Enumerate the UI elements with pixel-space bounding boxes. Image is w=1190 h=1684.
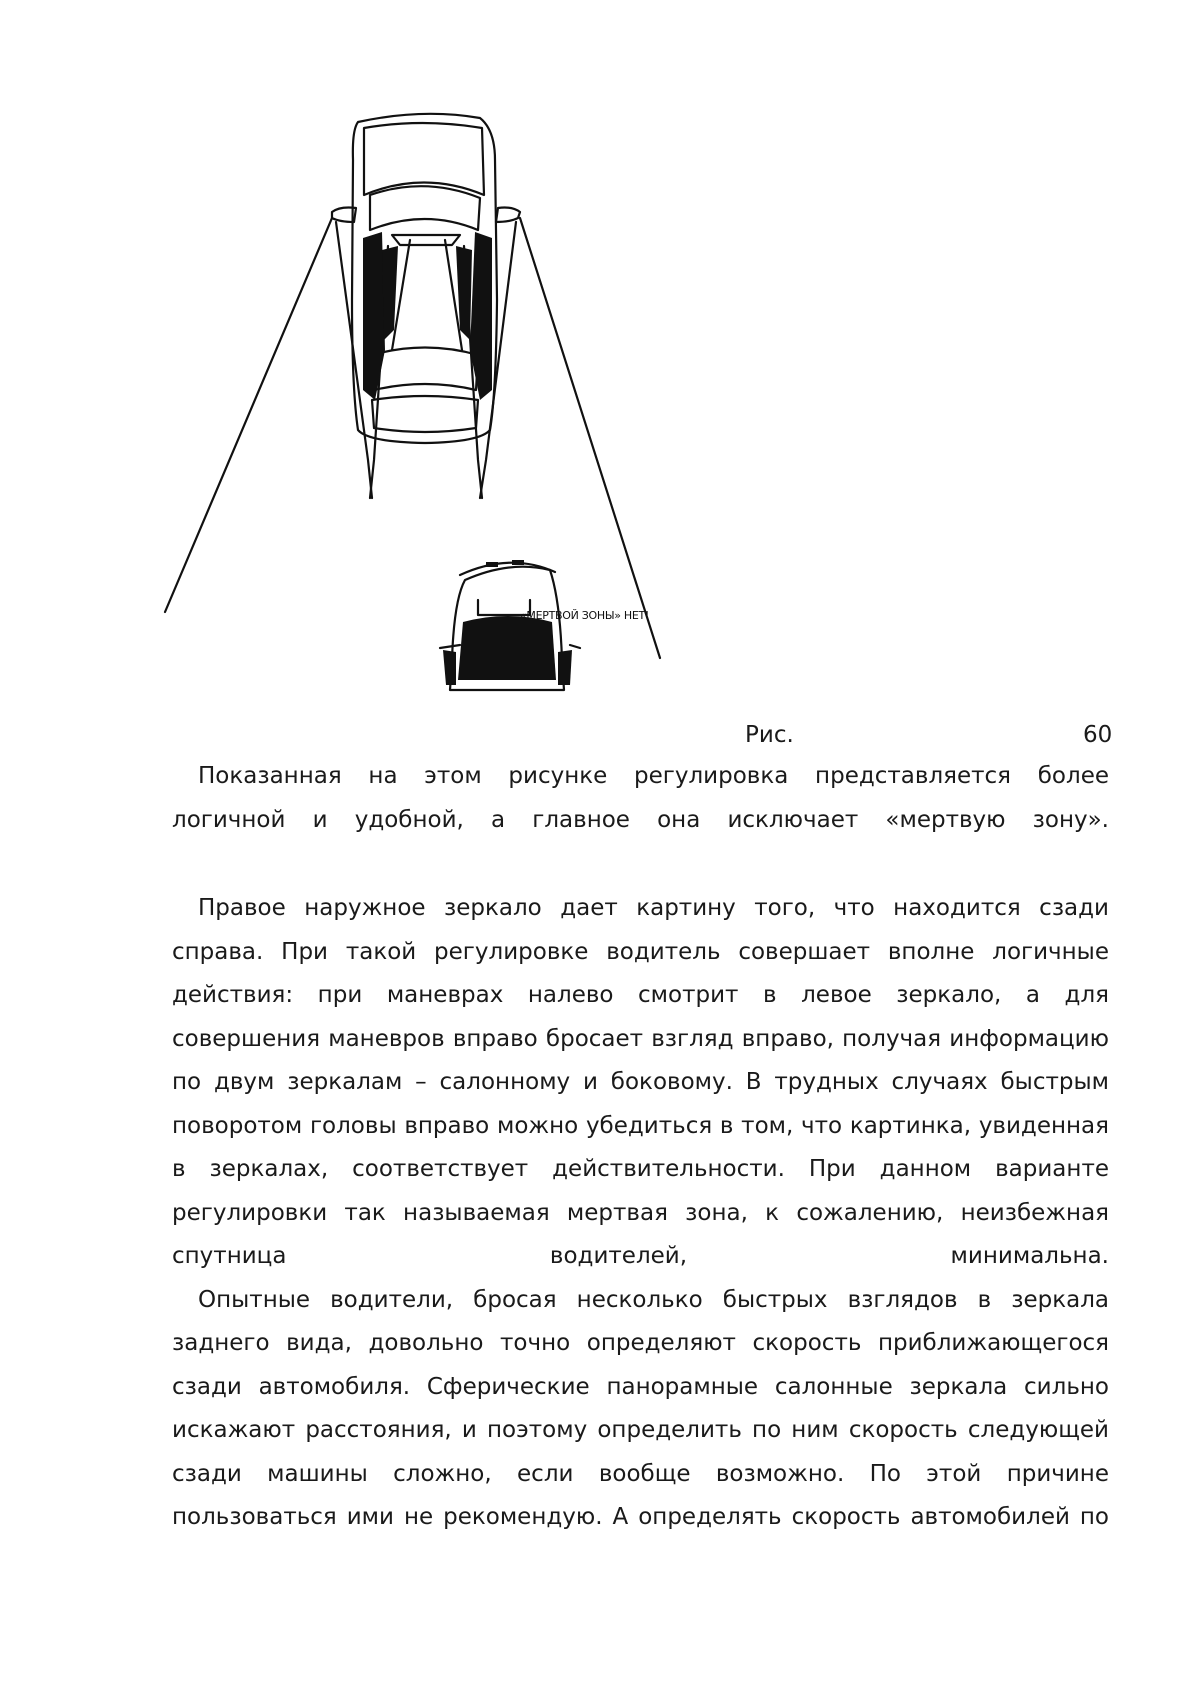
figure-caption-prefix: Рис.	[745, 722, 794, 748]
car-mirror-illustration	[160, 100, 720, 750]
paragraph: Правое наружное зеркало дает картину того, что находится сзади справа. При такой регулировке водитель совершает вполне логичные действия: при маневрах налево смотрит в левое зеркало, а для совершения маневров вправо бросает взгляд вправо, получая информацию по двум зеркалам – салонному и боковому. В трудных случаях быстрым поворотом головы вправо можно убедиться в том, что картинка, увиденная в зеркалах, соответствует действительности. При данном варианте регулировки так называемая мертвая зона, к сожалению, неизбежная спутница водителей, минимальна.	[172, 895, 1109, 1269]
body-text-block-2	[172, 887, 1109, 1540]
figure-label-no-blind-spot: «МЕРТВОЙ ЗОНЫ» НЕТ!	[520, 609, 650, 622]
paragraph: Опытные водители, бросая несколько быстрых взглядов в зеркала заднего вида, довольно точно определяют скорость приближающегося сзади автомобиля. Сферические панорамные салонные зеркала сильно искажают расстояния, и поэтому определить по ним скорость следующей сзади машины сложно, если вообще возможно. По этой причине пользоваться ими не рекомендую. А определять скорость автомобилей по	[172, 1286, 1109, 1530]
paragraph: Показанная на этом рисунке регулировка представляется более логичной и удобной, а главное она исключает «мертвую зону».	[172, 763, 1109, 833]
figure-blind-spot-diagram	[160, 100, 720, 750]
figure-caption-number: 60	[1083, 722, 1113, 748]
body-text-block-1	[172, 755, 1109, 842]
rear-car-windshield	[458, 616, 556, 680]
